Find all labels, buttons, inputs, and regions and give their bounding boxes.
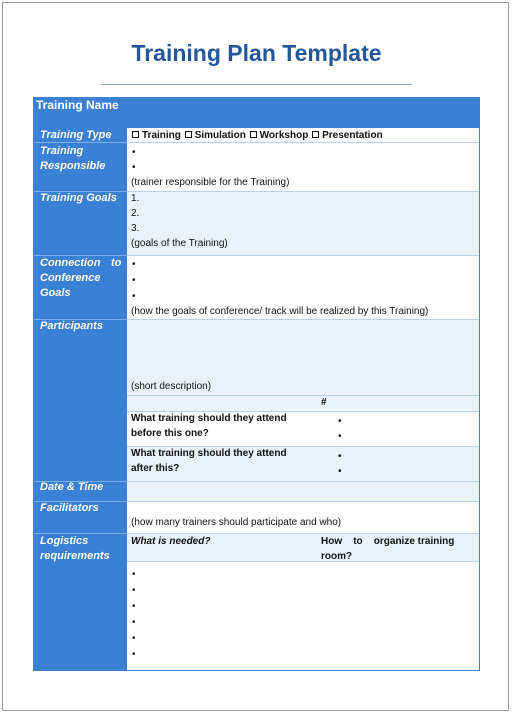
title-divider bbox=[101, 84, 412, 85]
after-question-1: What training should they attend bbox=[131, 448, 287, 459]
checkbox-simulation[interactable] bbox=[185, 131, 192, 138]
row-divider bbox=[127, 319, 479, 320]
row-divider bbox=[127, 191, 479, 192]
goals-label: Training Goals bbox=[40, 192, 117, 204]
logistics-label-1: Logistics bbox=[40, 535, 89, 547]
goals-note: (goals of the Training) bbox=[131, 238, 228, 249]
list-bullet: • bbox=[132, 291, 136, 302]
list-bullet: • bbox=[132, 569, 136, 580]
connection-label-1: Connection bbox=[40, 257, 101, 269]
form-header bbox=[34, 98, 479, 128]
after-question-2: after this? bbox=[131, 463, 180, 474]
training-type-label: Training Type bbox=[40, 129, 112, 141]
logistics-label-2: requirements bbox=[40, 550, 110, 562]
checkbox-presentation[interactable] bbox=[312, 131, 319, 138]
connection-label-1b: to bbox=[111, 257, 122, 269]
datetime-cell[interactable] bbox=[127, 481, 479, 501]
list-bullet: • bbox=[132, 585, 136, 596]
list-bullet: • bbox=[132, 275, 136, 286]
list-bullet: • bbox=[132, 601, 136, 612]
hash-header: # bbox=[321, 397, 327, 408]
connection-label-2: Conference bbox=[40, 272, 101, 284]
list-bullet: • bbox=[132, 649, 136, 660]
organize-header-1: How to organize training bbox=[321, 536, 455, 547]
list-bullet: • bbox=[338, 431, 342, 442]
connection-note: (how the goals of conference/ track will be realized by this Training) bbox=[131, 306, 429, 317]
participants-label: Participants bbox=[40, 320, 103, 332]
list-bullet: • bbox=[132, 147, 136, 158]
training-name-label: Training Name bbox=[36, 98, 119, 112]
option-training: Training bbox=[142, 130, 181, 141]
list-bullet: • bbox=[132, 162, 136, 173]
list-bullet: • bbox=[132, 617, 136, 628]
participants-hash-cell bbox=[127, 395, 479, 411]
checkbox-training[interactable] bbox=[132, 131, 139, 138]
responsible-note: (trainer responsible for the Training) bbox=[131, 177, 290, 188]
before-question-2: before this one? bbox=[131, 428, 209, 439]
facilitators-label: Facilitators bbox=[40, 502, 99, 514]
list-bullet: • bbox=[132, 259, 136, 270]
row-divider bbox=[127, 501, 479, 502]
option-presentation: Presentation bbox=[322, 130, 383, 141]
list-bullet: • bbox=[338, 451, 342, 462]
what-needed-header: What is needed? bbox=[131, 536, 211, 547]
label-column bbox=[34, 128, 127, 670]
option-workshop: Workshop bbox=[259, 130, 309, 141]
page-title: Training Plan Template bbox=[131, 40, 382, 66]
option-simulation: Simulation bbox=[194, 130, 246, 141]
list-bullet: • bbox=[338, 416, 342, 427]
before-question-1: What training should they attend bbox=[131, 413, 287, 424]
checkbox-workshop[interactable] bbox=[250, 131, 257, 138]
goal-item-3: 3. bbox=[131, 223, 140, 234]
row-divider bbox=[127, 395, 479, 396]
datetime-label: Date & Time bbox=[40, 481, 104, 493]
training-plan-form bbox=[33, 97, 480, 671]
row-divider bbox=[127, 561, 479, 562]
row-divider bbox=[127, 481, 479, 482]
participants-note: (short description) bbox=[131, 381, 212, 392]
responsible-label-1: Training bbox=[40, 145, 84, 157]
organize-header-2: room? bbox=[321, 551, 353, 562]
list-bullet: • bbox=[338, 466, 342, 477]
facilitators-note: (how many trainers should participate and who) bbox=[131, 517, 342, 528]
logistics-cell[interactable] bbox=[127, 561, 479, 670]
list-bullet: • bbox=[132, 633, 136, 644]
goal-item-1: 1. bbox=[131, 193, 140, 204]
responsible-label-2: Responsible bbox=[40, 160, 106, 172]
training-type-options bbox=[131, 128, 383, 143]
row-divider bbox=[127, 255, 479, 256]
connection-label-3: Goals bbox=[40, 287, 71, 299]
goal-item-2: 2. bbox=[131, 208, 140, 219]
